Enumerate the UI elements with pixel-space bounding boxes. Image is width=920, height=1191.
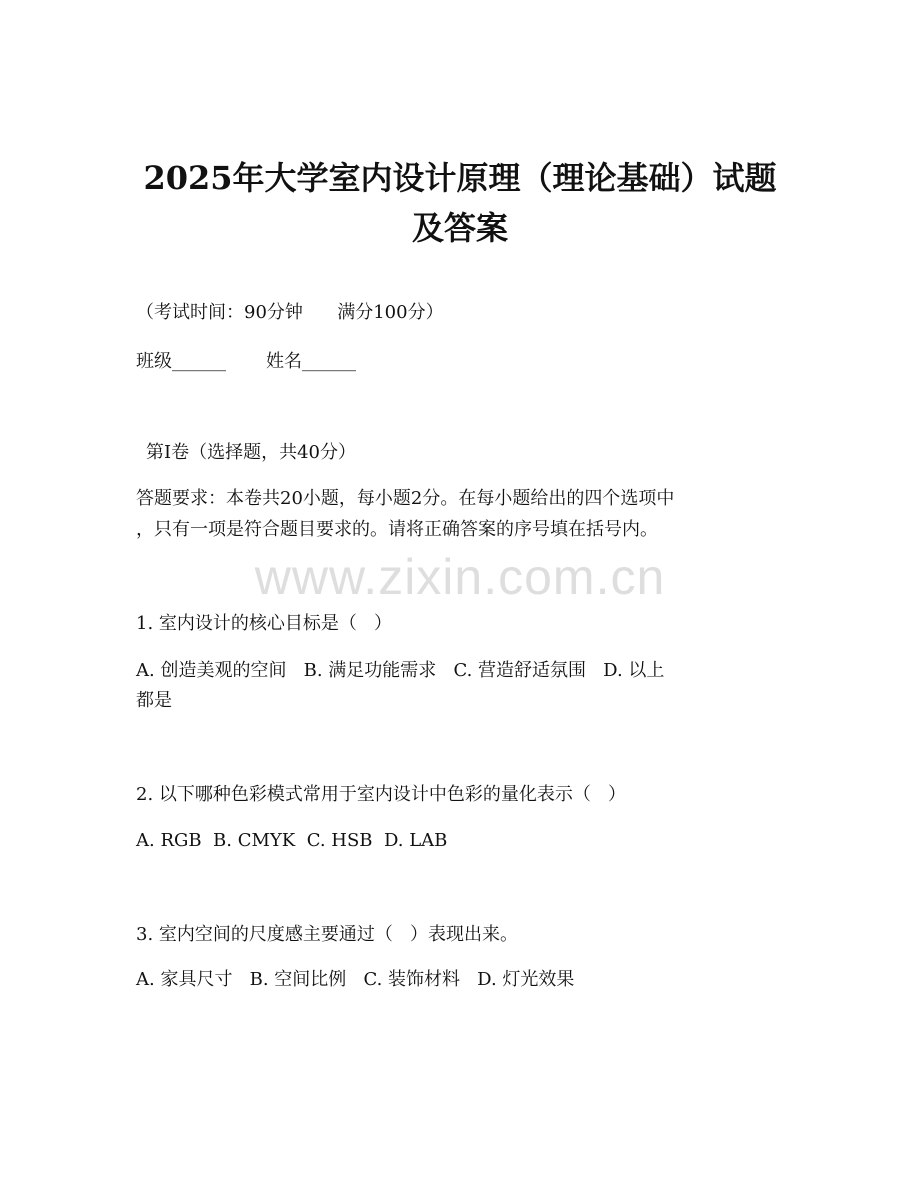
question-stem: 3. 室内空间的尺度感主要通过（ ）表现出来。 (136, 924, 519, 945)
question-stem: 1. 室内设计的核心目标是（ ） (136, 613, 393, 634)
instructions-line-1: 答题要求：本卷共20小题，每小题2分。在每小题给出的四个选项中 (136, 488, 675, 509)
watermark: www.zixin.com.cn (254, 549, 666, 605)
question-options: A. 家具尺寸 B. 空间比例 C. 装饰材料 D. 灯光效果 (136, 969, 575, 990)
instructions-line-2: ，只有一项是符合题目要求的。请将正确答案的序号填在括号内。 (136, 519, 658, 540)
class-name-fields: 班级______ 姓名______ (136, 351, 357, 372)
question-stem: 2. 以下哪种色彩模式常用于室内设计中色彩的量化表示（ ） (136, 784, 627, 805)
question-options: A. RGB B. CMYK C. HSB D. LAB (136, 830, 448, 851)
question-options-continued: 都是 (136, 690, 172, 711)
section-header: 第Ⅰ卷（选择题，共40分） (146, 442, 357, 463)
question-options: A. 创造美观的空间 B. 满足功能需求 C. 营造舒适氛围 D. 以上 (136, 660, 665, 681)
exam-info: （考试时间：90分钟 满分100分） (136, 302, 444, 323)
document-title: 2025年大学室内设计原理（理论基础）试题 (143, 159, 777, 197)
document-title-continued: 及答案 (411, 209, 508, 247)
